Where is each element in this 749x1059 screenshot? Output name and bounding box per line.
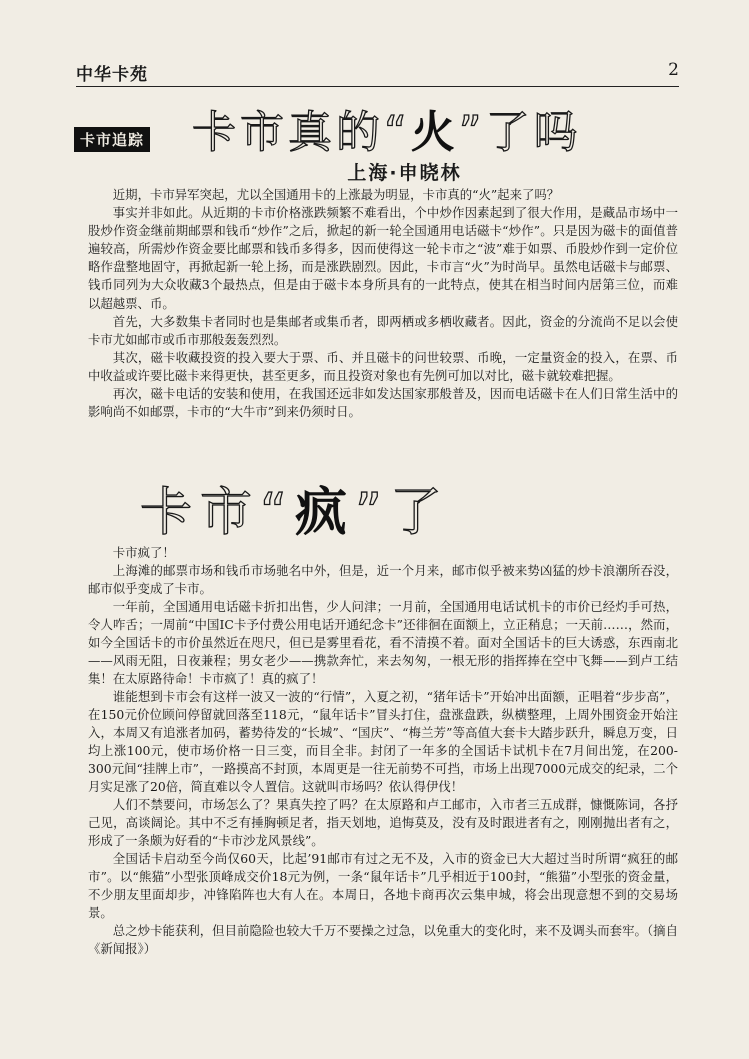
article1-title-part-c: ”了吗: [458, 107, 582, 158]
article2-paragraph: 上海滩的邮票市场和钱币市场驰名中外，但是，近一个月来，邮市似乎被来势凶猛的炒卡浪潮所吞没，邮市似乎变成了卡市。: [88, 563, 678, 596]
article1-title: [192, 96, 672, 160]
article2-paragraph: 全国话卡启动至今尚仅60天，比起’91邮市有过之无不及，入市的资金已大大超过当时所谓“疯狂的邮市”。以“熊猫”小型张顶峰成交价18元为例，一条“鼠年话卡”几乎相近于100封，“熊猫”小型张的资金量，不少朋友里面却步，冲锋陷阵也大有人在。本周日，各地卡商再次云集申城，将会出现意想不到的交易场景。: [88, 851, 678, 920]
article2-paragraph: 总之炒卡能获利，但目前隐险也较大千万不要操之过急，以免重大的变化时，来不及调头而套牢。（摘自《新闻报》）: [88, 923, 678, 956]
article2-paragraph: 谁能想到卡市会有这样一波又一波的“行情”，入夏之初，“猪年话卡”开始冲出面额，正唱着“步步高”，在150元价位顾问停留就回落至118元，“鼠年话卡”冒头打住，盘涨盘跌，纵横整理，上周外围资金开始注入，本周又有追涨者加码，蓄势待发的“长城”、“国庆”、“梅兰芳”等高值大套卡大踏步跃升，瞬息万变，日均上涨100元，使市场价格一日三变，而目全非。封闭了一年多的全国话卡试机卡在7月间出笼，在200-300元间“挂牌上市”，一路摸高不封顶，本周更是一往无前势不可挡，市场上出现7000元成交的纪录，二个月实足涨了20倍，简直难以令人置信。这就叫市场吗？依认得伊伐！: [88, 689, 678, 794]
article2-paragraph: 一年前，全国通用电话磁卡折扣出售，少人问津；一月前，全国通用电话试机卡的市价已经灼手可热，令人咋舌；一周前“中国IC卡予付费公用电话开通纪念卡”还徘徊在面额上，立正稍息；一天前……，然而，如今全国话卡的市价虽然近在咫尺，但已是雾里看花，看不清摸不着。面对全国话卡的巨大诱惑，东西南北——风雨无阻，日夜兼程；男女老少——携款奔忙，来去匆匆，一根无形的指挥捧在空中飞舞——到卢工结集！在太原路待命！卡市疯了！真的疯了！: [88, 599, 678, 686]
article1-body: [88, 186, 678, 421]
article1-title-part-a: 卡市真的“: [192, 107, 411, 158]
article1-paragraph: 事实并非如此。从近期的卡市价格涨跌频繁不难看出，个中炒作因素起到了很大作用，是藏品市场中一股炒作资金继前期邮票和钱币“炒作”之后，掀起的新一轮全国通用电话磁卡“炒作”。只是因为磁卡的面值普遍较高，所需炒作资金要比邮票和钱币多得多，因而使得这一轮卡市之“波”难于如票、币股炒作到一定价位略作盘整地固守，再掀起新一轮上扬，而是涨跌剧烈。因此，卡市言“火”为时尚早。虽然电话磁卡与邮票、钱币同列为大众收藏3个最热点，但是由于磁卡本身所具有的一此特点，使其在相当时间内居第三位，而难以超越票、币。: [88, 205, 678, 311]
article2-title: [140, 470, 610, 545]
article1-title-accent: 火: [410, 107, 459, 158]
page-number: 2: [668, 60, 679, 80]
publication-name: 中华卡苑: [76, 65, 148, 85]
article2-body: [88, 544, 678, 958]
article1-paragraph: 首先，大多数集卡者同时也是集邮者或集币者，即两栖或多栖收藏者。因此，资金的分流尚不足以会使卡市尤如邮市或币市那般轰轰烈烈。: [88, 313, 678, 347]
article2-title-part-c: ”了: [354, 483, 450, 543]
article2-paragraph: 卡市疯了！: [112, 545, 175, 560]
article1-byline: 上海·申晓林: [347, 162, 462, 184]
article2-paragraph: 人们不禁要问，市场怎么了？果真失控了吗？在太原路和卢工邮市，入市者三五成群，慷慨陈词，各抒己见，高谈阔论。其中不乏有捶胸顿足者，指天划地，追悔莫及，没有及时跟进者有之，刚刚抛出者有之，形成了一条颇为好看的“卡市沙龙风景线”。: [88, 797, 678, 848]
section-tag: 卡市追踪: [74, 127, 150, 152]
article1-paragraph: 其次，磁卡收藏投资的投入要大于票、币、并且磁卡的问世较票、币晚，一定量资金的投入，在票、币中收益或许要比磁卡来得更快，甚至更多，而且投资对象也有先例可加以对比，磁卡就较难把握。: [88, 349, 678, 383]
article1-paragraph: 再次，磁卡电话的安装和使用，在我国还远非如发达国家那般普及，因而电话磁卡在人们日常生活中的影响尚不如邮票，卡市的“大牛市”到来仍须时日。: [88, 386, 678, 420]
article1-paragraph: 近期，卡市异军突起，尤以全国通用卡的上涨最为明显，卡市真的“火”起来了吗？: [112, 187, 560, 202]
article2-title-part-a: 卡市“: [140, 483, 295, 543]
article2-title-accent: 疯: [294, 482, 355, 543]
page-header: [76, 60, 679, 87]
